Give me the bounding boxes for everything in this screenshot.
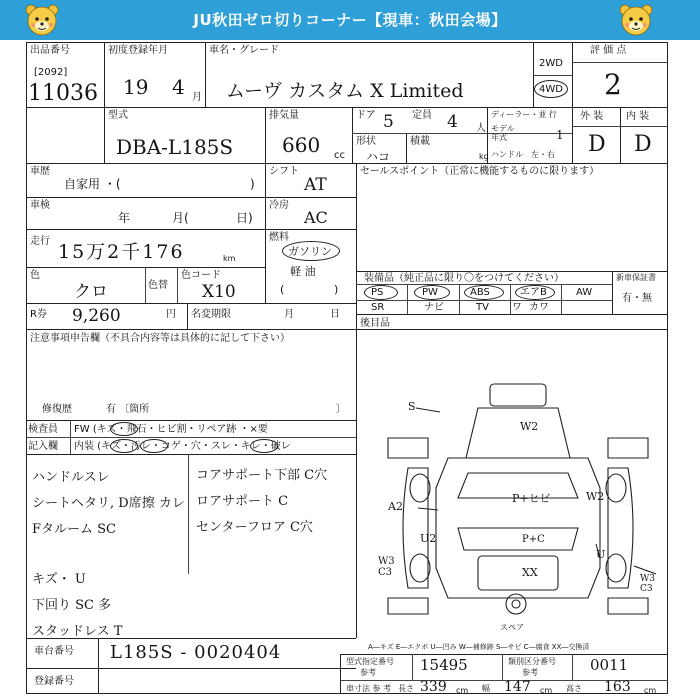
damage-mark-4: U2 bbox=[420, 532, 437, 545]
handle-label: ハンドル bbox=[491, 150, 523, 159]
car-name-label: 車名・グレード bbox=[209, 45, 279, 56]
warranty-label: 新車保証書 bbox=[616, 273, 656, 282]
handle-value: 左・右 bbox=[531, 150, 555, 159]
inspector-row-2: 内装 (キズ・汚レ・コゲ・穴・スレ・キレ・破レ bbox=[74, 441, 291, 452]
equip-ps-circle bbox=[364, 285, 398, 300]
interior-label: 内 装 bbox=[626, 111, 650, 122]
fuel-diesel: 軽 油 bbox=[290, 265, 316, 278]
scratch-circle bbox=[110, 422, 138, 436]
inspector-row-1: FW (キズ・飛石・ヒビ割・リペア跡 ・×要 bbox=[74, 424, 268, 435]
exterior-label: 外 装 bbox=[580, 111, 604, 122]
damage-mark-7: W2 bbox=[586, 490, 605, 503]
length-value: 339 bbox=[420, 679, 447, 695]
height-unit: cm bbox=[644, 686, 657, 695]
note-left-2: シートヘタリ, D席擦 カレ bbox=[32, 496, 185, 511]
damage-mark-1: S bbox=[408, 400, 416, 413]
meigi-day: 日 bbox=[330, 309, 340, 320]
ac-label: 冷房 bbox=[269, 200, 289, 211]
first-registration-year: 19 bbox=[123, 75, 149, 99]
width-value: 147 bbox=[504, 679, 531, 695]
shape-value: ハコ bbox=[366, 150, 391, 164]
note-left-3: Fタルーム SC bbox=[32, 522, 117, 537]
equip-airbag-circle bbox=[515, 285, 555, 300]
lot-number: 11036 bbox=[28, 81, 98, 106]
chassis-value: L185S - 0020404 bbox=[110, 642, 282, 663]
note-left-6: スタッドレス T bbox=[32, 624, 123, 639]
designation-sub: 参考 bbox=[360, 668, 376, 677]
damage-mark-8: P+C bbox=[522, 534, 545, 545]
size-label: 車寸法 参 考 bbox=[346, 684, 392, 693]
page-title: JU秋田ゼロ切りコーナー【現車：秋田会場】 bbox=[193, 11, 507, 29]
rear-seat-label: 後目品 bbox=[360, 318, 390, 329]
cc-unit: cc bbox=[334, 150, 345, 161]
model-value: DBA-L185S bbox=[116, 135, 234, 159]
equip-abs: ABS bbox=[470, 287, 490, 298]
category-value: 0011 bbox=[590, 656, 629, 674]
diagram-legend: A―キズ E―エクボ U―凹み W―補修跡 S―サビ C―腐食 XX―交換済 bbox=[368, 643, 590, 651]
recycle-unit: 円 bbox=[166, 309, 176, 320]
drive-4wd: 4WD bbox=[539, 84, 563, 95]
registration-label: 登録番号 bbox=[34, 676, 74, 687]
note-right-1: コアサポート下部 C穴 bbox=[196, 468, 328, 483]
length-unit: cm bbox=[456, 686, 469, 695]
equip-ps: PS bbox=[371, 287, 384, 298]
height-label: 高さ bbox=[566, 684, 582, 693]
note-right-3: センターフロア C穴 bbox=[196, 520, 313, 535]
note-left-4: キズ・ U bbox=[32, 572, 86, 587]
damage-mark-9: XX bbox=[522, 566, 538, 579]
shift-label: シフト bbox=[269, 166, 299, 177]
fuel-gasoline-circle bbox=[282, 241, 340, 261]
score-label: 評 価 点 bbox=[590, 45, 627, 56]
repair-label: 修復歴 bbox=[42, 404, 72, 415]
damage-mark-11: U bbox=[596, 548, 606, 561]
notes-title: 注意事項申告欄（不具合内容等は具体的に記して下さい） bbox=[30, 333, 290, 344]
designation-value: 15495 bbox=[420, 656, 468, 674]
equipment-title: 装備品（純正品に限り〇をつけてください） bbox=[364, 273, 564, 284]
color-change-label: 色替 bbox=[148, 280, 168, 291]
inspection-month: 月( bbox=[172, 211, 189, 225]
spare-label: スペア bbox=[500, 623, 524, 632]
meigi-label: 名変期限 bbox=[191, 309, 231, 320]
recycle-value: 9,260 bbox=[72, 306, 121, 326]
repair-value: 有 〔箇所 bbox=[106, 404, 150, 415]
equip-abs-circle bbox=[464, 285, 504, 300]
capacity-label: 定員 bbox=[412, 110, 432, 121]
interior-value: D bbox=[634, 132, 652, 157]
warranty-value: 有・無 bbox=[622, 293, 652, 304]
note-left-5: 下回り SC 多 bbox=[32, 598, 112, 613]
displacement-label: 排気量 bbox=[269, 110, 299, 121]
mileage-value: 15万2千176 bbox=[58, 241, 185, 263]
doors-label: ドア bbox=[356, 110, 376, 121]
bear-mascot-icon bbox=[618, 2, 654, 38]
equip-airbag: エアB bbox=[520, 287, 547, 298]
damage-mark-2: W2 bbox=[520, 420, 539, 433]
lot-sub: [2092] bbox=[34, 67, 68, 78]
width-unit: cm bbox=[540, 686, 553, 695]
inspection-year: 年 bbox=[118, 211, 131, 225]
model-year-label: モデル bbox=[491, 124, 515, 133]
note-right-2: ロアサポート C bbox=[196, 494, 289, 509]
designation-label: 型式指定番号 bbox=[346, 657, 394, 666]
first-registration-month: 4 bbox=[172, 75, 185, 99]
lot-label: 出品番号 bbox=[30, 45, 70, 56]
capacity-unit: 人 bbox=[476, 123, 486, 134]
mileage-unit: km bbox=[223, 254, 236, 263]
height-value: 163 bbox=[604, 679, 631, 695]
equip-tv: TV bbox=[476, 302, 489, 313]
equip-pw: PW bbox=[422, 287, 438, 298]
equip-pw-circle bbox=[414, 285, 450, 300]
displacement-value: 660 bbox=[282, 133, 321, 157]
drive-2wd: 2WD bbox=[539, 58, 563, 69]
damage-mark-10: W3 C3 bbox=[640, 574, 655, 594]
inspector-label: 検査員 bbox=[28, 424, 58, 435]
mileage-label: 走行 bbox=[30, 236, 50, 247]
damage-mark-3: A2 bbox=[388, 500, 403, 513]
equip-w: ワ bbox=[512, 302, 522, 313]
history-value: 自家用 ・( bbox=[64, 177, 121, 191]
ac-value: AC bbox=[304, 208, 328, 227]
width-label: 幅 bbox=[482, 684, 490, 693]
equip-aw: AW bbox=[576, 287, 593, 298]
sales-point-label: セールスポイント（正常に機能するものに限ります） bbox=[360, 166, 600, 177]
meigi-month: 月 bbox=[284, 309, 294, 320]
doors-value: 5 bbox=[383, 112, 394, 132]
equip-navi: ナビ bbox=[424, 302, 444, 313]
inspection-label: 車検 bbox=[30, 200, 50, 211]
bear-mascot-icon bbox=[24, 2, 60, 38]
capacity-value: 4 bbox=[447, 112, 458, 132]
score-value: 2 bbox=[604, 68, 622, 101]
shape-label: 形状 bbox=[356, 136, 376, 147]
first-registration-label: 初度登録年月 bbox=[108, 45, 168, 56]
model-year-label-2: 年式 bbox=[491, 133, 507, 142]
inspection-day: 日) bbox=[236, 211, 253, 225]
exterior-value: D bbox=[588, 132, 606, 157]
color-code-value: X10 bbox=[202, 282, 236, 302]
color-label: 色 bbox=[30, 270, 40, 281]
note-left-1: ハンドルスレ bbox=[32, 470, 110, 485]
fuel-gasoline: ガソリン bbox=[288, 245, 332, 258]
entry-label: 記入欄 bbox=[28, 441, 58, 452]
equip-sr: SR bbox=[371, 302, 385, 313]
equip-kawa: カワ bbox=[529, 302, 549, 313]
category-sub: 参考 bbox=[522, 668, 538, 677]
color-value: クロ bbox=[74, 282, 108, 302]
dealer-label: ディーラー・並 行 bbox=[491, 110, 557, 119]
car-name-value: ムーヴ カスタム X Limited bbox=[226, 80, 464, 102]
length-label: 長さ bbox=[398, 684, 414, 693]
color-code-label: 色コード bbox=[181, 270, 221, 281]
history-label: 車歴 bbox=[30, 166, 50, 177]
damage-mark-5: W3 C3 bbox=[378, 556, 395, 578]
load-label: 積載 bbox=[410, 136, 430, 147]
shift-value: AT bbox=[304, 175, 327, 195]
fuel-label: 燃料 bbox=[269, 232, 289, 243]
load-unit: kg bbox=[479, 152, 489, 161]
model-label: 型式 bbox=[108, 110, 128, 121]
recycle-label: R券 bbox=[30, 309, 47, 320]
chassis-label: 車台番号 bbox=[34, 646, 74, 657]
drive-4wd-circle bbox=[534, 80, 568, 98]
damage-mark-6: P+ヒビ bbox=[512, 492, 551, 505]
category-label: 類別区分番号 bbox=[508, 657, 556, 666]
month-unit: 月 bbox=[192, 92, 202, 103]
